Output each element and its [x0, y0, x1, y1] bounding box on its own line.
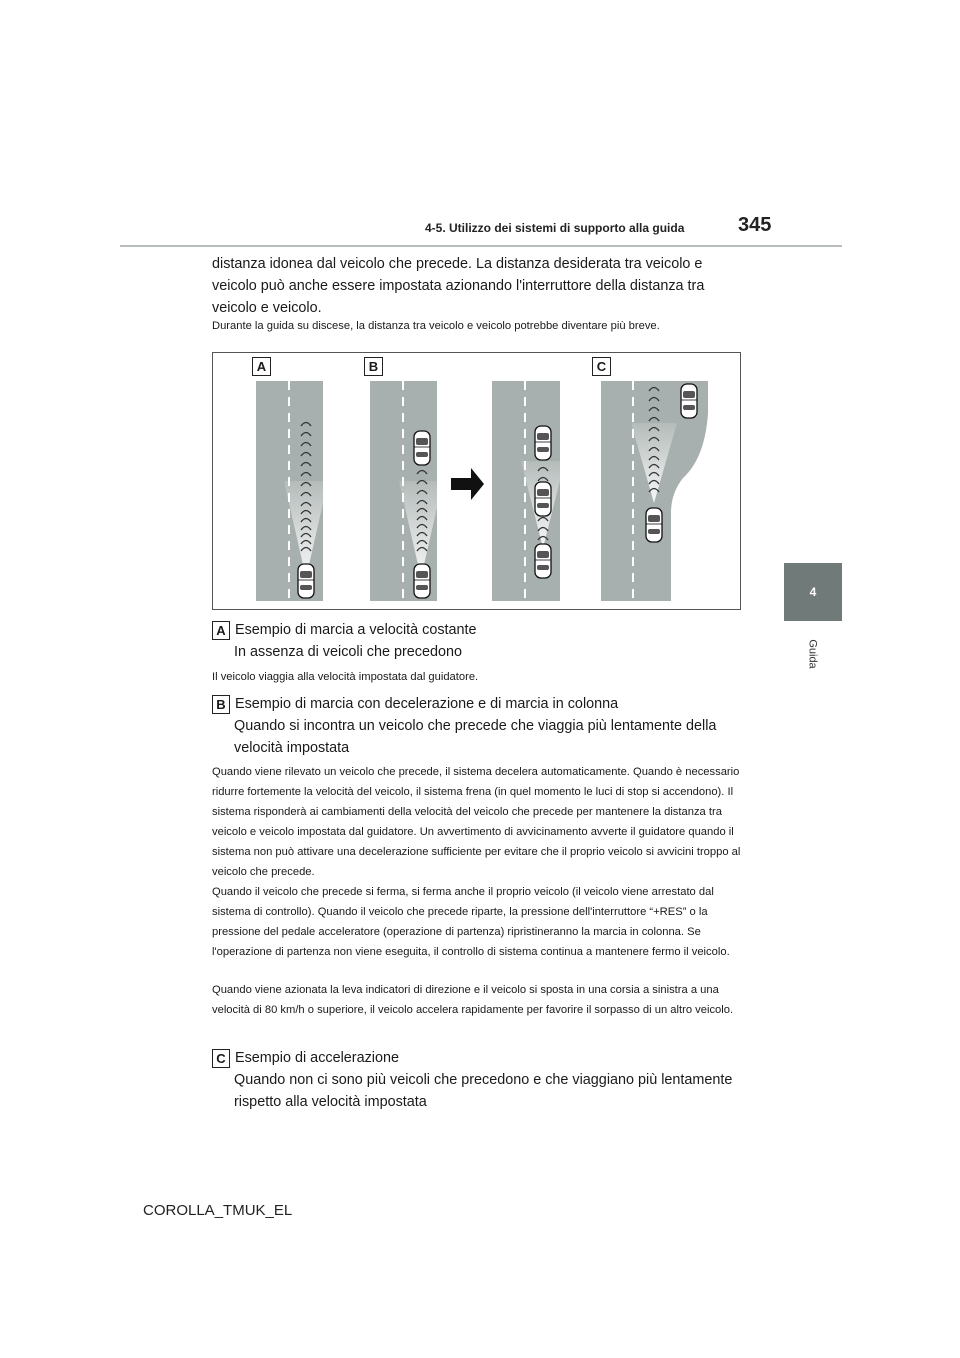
- chapter-label-text: Guida: [806, 639, 819, 669]
- chapter-tab: 4: [784, 563, 842, 621]
- header-divider: [120, 245, 842, 247]
- section-b-note-1: Quando viene rilevato un veicolo che precede, il sistema decelera automaticamente. Quando è necessario ridurre fortemente la velocità del veicolo, il sistema frena (in quel momento le luci di stop si accendono). Il sistema risponderà ai cambiamenti della velocità del veicolo che precede per mantenere la distanza tra veicolo e veicolo impostata dal guidatore. Un avvertimento di avvicinamento avverte il guidatore quando il sistema non può attivare una decelerazione sufficiente per evitare che il proprio veicolo si avvicini troppo al veicolo che precede.: [212, 766, 741, 878]
- transition-arrow: [451, 468, 484, 500]
- road-a: [256, 381, 328, 601]
- section-b-note-2: Quando il veicolo che precede si ferma, si ferma anche il proprio veicolo (il veicolo viene arrestato dal sistema di controllo). Quando il veicolo che precede riparte, la pressione dell'interruttore “+RES” o la pressione del pedale acceleratore (operazione di partenza) ripristineranno la marcia in colonna. Se l'operazione di partenza non viene eseguita, il controllo di sistema continua a mantenere fermo il veicolo.: [212, 886, 730, 958]
- section-b-subtitle: Quando si incontra un veicolo che precede che viaggia più lentamente della velocità impostata: [234, 718, 717, 756]
- intro-paragraph: distanza idonea dal veicolo che precede. La distanza desiderata tra veicolo e veicolo può anche essere impostata azionando l'interruttore della distanza tra veicolo e veicolo.: [212, 256, 705, 316]
- own-car-c: [646, 508, 662, 542]
- own-car-b: [414, 564, 430, 598]
- figure-label-a: A: [252, 357, 271, 376]
- section-a-note: Il veicolo viaggia alla velocità impostata dal guidatore.: [212, 671, 479, 683]
- section-c-subtitle: Quando non ci sono più veicoli che precedono e che viaggiano più lentamente rispetto alla velocità impostata: [234, 1072, 733, 1110]
- section-title: 4-5. Utilizzo dei sistemi di supporto alla guida: [425, 221, 685, 235]
- document-code: COROLLA_TMUK_EL: [143, 1202, 293, 1219]
- section-b-heading: [212, 693, 752, 759]
- section-a-heading: [212, 619, 752, 663]
- chapter-label: [780, 634, 846, 674]
- section-b-title: Esempio di marcia con decelerazione e di marcia in colonna: [235, 696, 619, 712]
- section-c-title: Esempio di accelerazione: [235, 1050, 399, 1066]
- acc-road-scenes: [213, 353, 740, 609]
- road-b-queue: [492, 381, 565, 601]
- section-a-label: A: [212, 621, 230, 640]
- acc-illustration: [212, 352, 741, 610]
- section-c-label: C: [212, 1049, 230, 1068]
- section-a-title: Esempio di marcia a velocità costante: [235, 622, 477, 638]
- lead-car-b: [414, 431, 430, 465]
- queue-car-own: [535, 544, 551, 578]
- queue-car-1: [535, 426, 551, 460]
- section-b-label: B: [212, 695, 230, 714]
- merging-car-c: [681, 384, 697, 418]
- section-b-note-3: Quando viene azionata la leva indicatori di direzione e il veicolo si sposta in una corsia a sinistra a una velocità di 80 km/h o superiore, il veicolo accelera rapidamente per favorire il sorpasso di un altro veicolo.: [212, 984, 734, 1016]
- section-c-heading: [212, 1047, 752, 1113]
- intro-note: Durante la guida su discese, la distanza tra veicolo e veicolo potrebbe diventare più breve.: [212, 320, 660, 332]
- page-number: 345: [738, 214, 772, 236]
- own-car-a: [298, 564, 314, 598]
- figure-label-c: C: [592, 357, 611, 376]
- road-c: [601, 381, 708, 601]
- section-a-subtitle: In assenza di veicoli che precedono: [234, 644, 462, 660]
- figure-label-b: B: [364, 357, 383, 376]
- queue-car-2: [535, 482, 551, 516]
- road-b: [370, 381, 443, 601]
